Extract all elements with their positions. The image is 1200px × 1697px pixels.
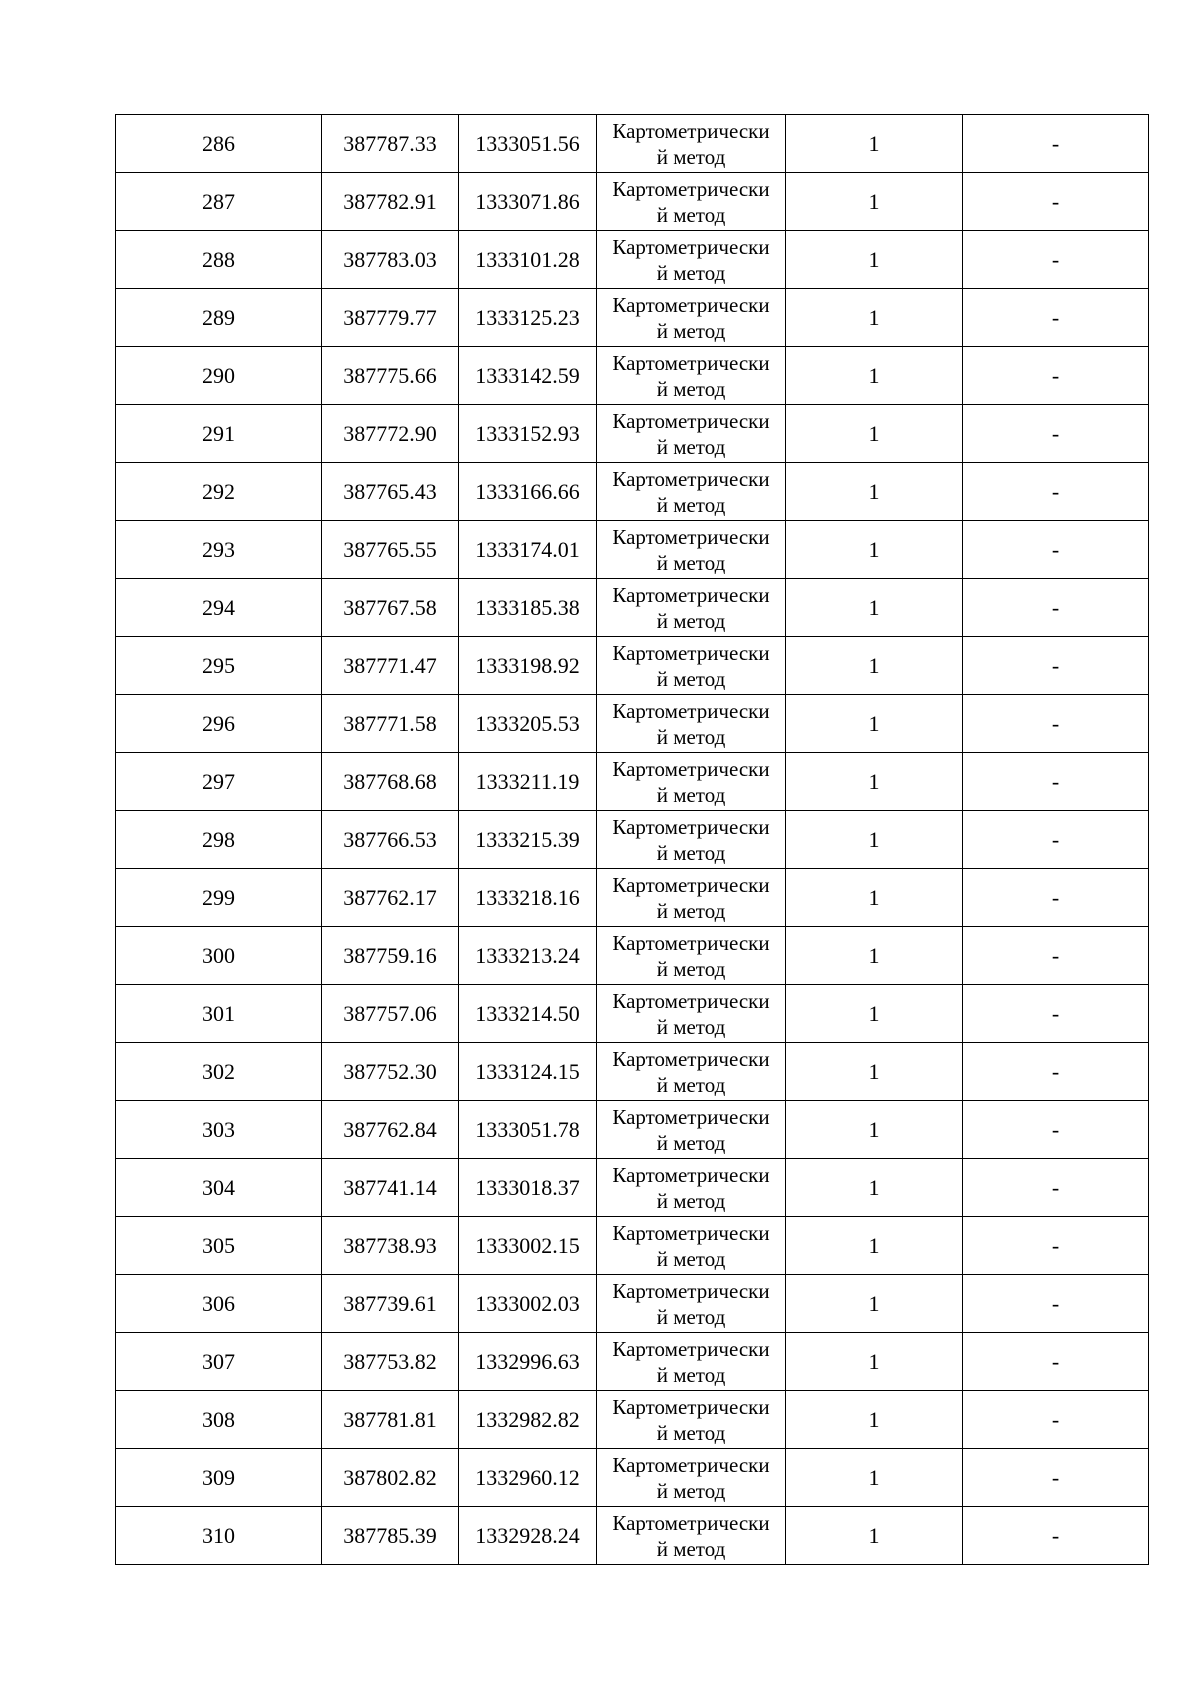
point-number-cell: 288 xyxy=(116,231,322,289)
method-text-line2: й метод xyxy=(656,1479,726,1503)
table-row xyxy=(116,695,1149,753)
accuracy-cell: 1 xyxy=(786,1449,963,1507)
point-number-cell: 302 xyxy=(116,1043,322,1101)
accuracy-cell: 1 xyxy=(786,405,963,463)
method-text-line1: Картометрически xyxy=(612,699,770,723)
accuracy-cell: 1 xyxy=(786,1159,963,1217)
note-cell: - xyxy=(963,231,1149,289)
accuracy-cell: 1 xyxy=(786,1507,963,1565)
method-text-line2: й метод xyxy=(656,1189,726,1213)
y-coordinate-cell: 1333214.50 xyxy=(459,985,597,1043)
method-text-line1: Картометрически xyxy=(612,815,770,839)
method-text-line1: Картометрически xyxy=(612,409,770,433)
point-number-cell: 298 xyxy=(116,811,322,869)
x-coordinate-cell: 387757.06 xyxy=(322,985,459,1043)
method-text-line2: й метод xyxy=(656,667,726,691)
method-cell xyxy=(597,231,786,289)
table-row xyxy=(116,1275,1149,1333)
note-cell: - xyxy=(963,463,1149,521)
point-number-cell: 306 xyxy=(116,1275,322,1333)
point-number-cell: 304 xyxy=(116,1159,322,1217)
y-coordinate-cell: 1333051.78 xyxy=(459,1101,597,1159)
point-number-cell: 310 xyxy=(116,1507,322,1565)
method-text-line1: Картометрически xyxy=(612,1221,770,1245)
table-row xyxy=(116,173,1149,231)
x-coordinate-cell: 387765.43 xyxy=(322,463,459,521)
x-coordinate-cell: 387802.82 xyxy=(322,1449,459,1507)
point-number-cell: 294 xyxy=(116,579,322,637)
accuracy-cell: 1 xyxy=(786,1101,963,1159)
accuracy-cell: 1 xyxy=(786,463,963,521)
method-text-line2: й метод xyxy=(656,1247,726,1271)
point-number-cell: 287 xyxy=(116,173,322,231)
method-text-line2: й метод xyxy=(656,1131,726,1155)
method-text-line1: Картометрически xyxy=(612,1453,770,1477)
method-cell xyxy=(597,1217,786,1275)
method-text-line2: й метод xyxy=(656,725,726,749)
point-number-cell: 289 xyxy=(116,289,322,347)
coordinates-table-body xyxy=(116,115,1149,1565)
x-coordinate-cell: 387766.53 xyxy=(322,811,459,869)
x-coordinate-cell: 387785.39 xyxy=(322,1507,459,1565)
accuracy-cell: 1 xyxy=(786,521,963,579)
note-cell: - xyxy=(963,1449,1149,1507)
table-row xyxy=(116,985,1149,1043)
note-cell: - xyxy=(963,1333,1149,1391)
y-coordinate-cell: 1333211.19 xyxy=(459,753,597,811)
accuracy-cell: 1 xyxy=(786,637,963,695)
note-cell: - xyxy=(963,173,1149,231)
y-coordinate-cell: 1333002.15 xyxy=(459,1217,597,1275)
x-coordinate-cell: 387762.84 xyxy=(322,1101,459,1159)
x-coordinate-cell: 387782.91 xyxy=(322,173,459,231)
method-text-line2: й метод xyxy=(656,899,726,923)
accuracy-cell: 1 xyxy=(786,985,963,1043)
note-cell: - xyxy=(963,869,1149,927)
method-text-line1: Картометрически xyxy=(612,177,770,201)
accuracy-cell: 1 xyxy=(786,347,963,405)
method-cell xyxy=(597,985,786,1043)
x-coordinate-cell: 387768.68 xyxy=(322,753,459,811)
method-cell xyxy=(597,753,786,811)
x-coordinate-cell: 387762.17 xyxy=(322,869,459,927)
method-cell xyxy=(597,405,786,463)
table-row xyxy=(116,753,1149,811)
accuracy-cell: 1 xyxy=(786,231,963,289)
method-text-line1: Картометрически xyxy=(612,1337,770,1361)
method-cell xyxy=(597,811,786,869)
y-coordinate-cell: 1333174.01 xyxy=(459,521,597,579)
method-text-line1: Картометрически xyxy=(612,757,770,781)
point-number-cell: 305 xyxy=(116,1217,322,1275)
method-text-line2: й метод xyxy=(656,1421,726,1445)
note-cell: - xyxy=(963,1043,1149,1101)
table-row xyxy=(116,1101,1149,1159)
method-cell xyxy=(597,1101,786,1159)
method-text-line2: й метод xyxy=(656,1305,726,1329)
method-text-line2: й метод xyxy=(656,1015,726,1039)
x-coordinate-cell: 387771.58 xyxy=(322,695,459,753)
y-coordinate-cell: 1333215.39 xyxy=(459,811,597,869)
note-cell: - xyxy=(963,289,1149,347)
method-text-line2: й метод xyxy=(656,493,726,517)
method-cell xyxy=(597,1275,786,1333)
y-coordinate-cell: 1333205.53 xyxy=(459,695,597,753)
accuracy-cell: 1 xyxy=(786,695,963,753)
x-coordinate-cell: 387779.77 xyxy=(322,289,459,347)
method-cell xyxy=(597,521,786,579)
table-row xyxy=(116,1043,1149,1101)
coordinates-table xyxy=(115,114,1149,1565)
method-cell xyxy=(597,1449,786,1507)
accuracy-cell: 1 xyxy=(786,927,963,985)
point-number-cell: 309 xyxy=(116,1449,322,1507)
x-coordinate-cell: 387738.93 xyxy=(322,1217,459,1275)
method-cell xyxy=(597,1333,786,1391)
note-cell: - xyxy=(963,1507,1149,1565)
accuracy-cell: 1 xyxy=(786,869,963,927)
x-coordinate-cell: 387752.30 xyxy=(322,1043,459,1101)
accuracy-cell: 1 xyxy=(786,579,963,637)
method-cell xyxy=(597,869,786,927)
note-cell: - xyxy=(963,637,1149,695)
table-row xyxy=(116,1449,1149,1507)
point-number-cell: 296 xyxy=(116,695,322,753)
x-coordinate-cell: 387771.47 xyxy=(322,637,459,695)
method-text-line2: й метод xyxy=(656,1073,726,1097)
table-row xyxy=(116,1217,1149,1275)
table-row xyxy=(116,463,1149,521)
accuracy-cell: 1 xyxy=(786,1217,963,1275)
method-cell xyxy=(597,1043,786,1101)
method-cell xyxy=(597,463,786,521)
y-coordinate-cell: 1333124.15 xyxy=(459,1043,597,1101)
method-text-line2: й метод xyxy=(656,377,726,401)
point-number-cell: 292 xyxy=(116,463,322,521)
note-cell: - xyxy=(963,1101,1149,1159)
point-number-cell: 301 xyxy=(116,985,322,1043)
accuracy-cell: 1 xyxy=(786,1275,963,1333)
method-text-line1: Картометрически xyxy=(612,1279,770,1303)
note-cell: - xyxy=(963,695,1149,753)
x-coordinate-cell: 387783.03 xyxy=(322,231,459,289)
accuracy-cell: 1 xyxy=(786,1043,963,1101)
method-text-line1: Картометрически xyxy=(612,989,770,1013)
point-number-cell: 290 xyxy=(116,347,322,405)
note-cell: - xyxy=(963,405,1149,463)
method-text-line2: й метод xyxy=(656,1363,726,1387)
point-number-cell: 291 xyxy=(116,405,322,463)
method-text-line1: Картометрически xyxy=(612,351,770,375)
method-text-line1: Картометрически xyxy=(612,583,770,607)
point-number-cell: 299 xyxy=(116,869,322,927)
method-cell xyxy=(597,579,786,637)
accuracy-cell: 1 xyxy=(786,289,963,347)
note-cell: - xyxy=(963,985,1149,1043)
accuracy-cell: 1 xyxy=(786,1391,963,1449)
y-coordinate-cell: 1333071.86 xyxy=(459,173,597,231)
table-row xyxy=(116,115,1149,173)
y-coordinate-cell: 1333213.24 xyxy=(459,927,597,985)
x-coordinate-cell: 387739.61 xyxy=(322,1275,459,1333)
point-number-cell: 293 xyxy=(116,521,322,579)
method-cell xyxy=(597,695,786,753)
table-row xyxy=(116,637,1149,695)
method-text-line1: Картометрически xyxy=(612,467,770,491)
x-coordinate-cell: 387767.58 xyxy=(322,579,459,637)
point-number-cell: 308 xyxy=(116,1391,322,1449)
method-cell xyxy=(597,115,786,173)
method-cell xyxy=(597,289,786,347)
y-coordinate-cell: 1332996.63 xyxy=(459,1333,597,1391)
accuracy-cell: 1 xyxy=(786,811,963,869)
method-text-line2: й метод xyxy=(656,145,726,169)
point-number-cell: 295 xyxy=(116,637,322,695)
table-row xyxy=(116,1507,1149,1565)
method-text-line1: Картометрически xyxy=(612,1047,770,1071)
note-cell: - xyxy=(963,753,1149,811)
y-coordinate-cell: 1333051.56 xyxy=(459,115,597,173)
accuracy-cell: 1 xyxy=(786,173,963,231)
method-cell xyxy=(597,1507,786,1565)
method-text-line2: й метод xyxy=(656,609,726,633)
y-coordinate-cell: 1333002.03 xyxy=(459,1275,597,1333)
method-text-line1: Картометрически xyxy=(612,1511,770,1535)
method-text-line2: й метод xyxy=(656,435,726,459)
note-cell: - xyxy=(963,115,1149,173)
note-cell: - xyxy=(963,347,1149,405)
method-text-line2: й метод xyxy=(656,783,726,807)
y-coordinate-cell: 1333198.92 xyxy=(459,637,597,695)
method-cell xyxy=(597,173,786,231)
table-row xyxy=(116,521,1149,579)
method-text-line1: Картометрически xyxy=(612,1395,770,1419)
table-row xyxy=(116,231,1149,289)
point-number-cell: 297 xyxy=(116,753,322,811)
method-text-line1: Картометрически xyxy=(612,873,770,897)
note-cell: - xyxy=(963,811,1149,869)
x-coordinate-cell: 387753.82 xyxy=(322,1333,459,1391)
method-text-line1: Картометрически xyxy=(612,235,770,259)
y-coordinate-cell: 1333166.66 xyxy=(459,463,597,521)
table-row xyxy=(116,405,1149,463)
point-number-cell: 286 xyxy=(116,115,322,173)
y-coordinate-cell: 1332960.12 xyxy=(459,1449,597,1507)
y-coordinate-cell: 1333142.59 xyxy=(459,347,597,405)
method-cell xyxy=(597,1159,786,1217)
table-row xyxy=(116,289,1149,347)
x-coordinate-cell: 387787.33 xyxy=(322,115,459,173)
table-row xyxy=(116,927,1149,985)
method-cell xyxy=(597,927,786,985)
method-text-line1: Картометрически xyxy=(612,119,770,143)
method-text-line2: й метод xyxy=(656,261,726,285)
note-cell: - xyxy=(963,1391,1149,1449)
method-text-line2: й метод xyxy=(656,957,726,981)
table-row xyxy=(116,1333,1149,1391)
point-number-cell: 300 xyxy=(116,927,322,985)
method-text-line1: Картометрически xyxy=(612,525,770,549)
method-text-line1: Картометрически xyxy=(612,931,770,955)
method-text-line1: Картометрически xyxy=(612,293,770,317)
note-cell: - xyxy=(963,579,1149,637)
method-cell xyxy=(597,347,786,405)
x-coordinate-cell: 387741.14 xyxy=(322,1159,459,1217)
y-coordinate-cell: 1332982.82 xyxy=(459,1391,597,1449)
method-text-line2: й метод xyxy=(656,841,726,865)
note-cell: - xyxy=(963,927,1149,985)
method-text-line2: й метод xyxy=(656,1537,726,1561)
table-row xyxy=(116,1391,1149,1449)
note-cell: - xyxy=(963,521,1149,579)
note-cell: - xyxy=(963,1159,1149,1217)
method-text-line2: й метод xyxy=(656,551,726,575)
table-row xyxy=(116,811,1149,869)
y-coordinate-cell: 1333152.93 xyxy=(459,405,597,463)
y-coordinate-cell: 1333018.37 xyxy=(459,1159,597,1217)
y-coordinate-cell: 1333185.38 xyxy=(459,579,597,637)
accuracy-cell: 1 xyxy=(786,1333,963,1391)
point-number-cell: 307 xyxy=(116,1333,322,1391)
x-coordinate-cell: 387775.66 xyxy=(322,347,459,405)
table-row xyxy=(116,869,1149,927)
x-coordinate-cell: 387765.55 xyxy=(322,521,459,579)
y-coordinate-cell: 1332928.24 xyxy=(459,1507,597,1565)
table-row xyxy=(116,579,1149,637)
y-coordinate-cell: 1333101.28 xyxy=(459,231,597,289)
method-text-line2: й метод xyxy=(656,203,726,227)
method-text-line1: Картометрически xyxy=(612,1105,770,1129)
point-number-cell: 303 xyxy=(116,1101,322,1159)
method-cell xyxy=(597,1391,786,1449)
note-cell: - xyxy=(963,1217,1149,1275)
y-coordinate-cell: 1333125.23 xyxy=(459,289,597,347)
method-cell xyxy=(597,637,786,695)
x-coordinate-cell: 387759.16 xyxy=(322,927,459,985)
method-text-line1: Картометрически xyxy=(612,641,770,665)
x-coordinate-cell: 387781.81 xyxy=(322,1391,459,1449)
table-row xyxy=(116,347,1149,405)
accuracy-cell: 1 xyxy=(786,753,963,811)
method-text-line1: Картометрически xyxy=(612,1163,770,1187)
x-coordinate-cell: 387772.90 xyxy=(322,405,459,463)
table-row xyxy=(116,1159,1149,1217)
method-text-line2: й метод xyxy=(656,319,726,343)
note-cell: - xyxy=(963,1275,1149,1333)
y-coordinate-cell: 1333218.16 xyxy=(459,869,597,927)
accuracy-cell: 1 xyxy=(786,115,963,173)
